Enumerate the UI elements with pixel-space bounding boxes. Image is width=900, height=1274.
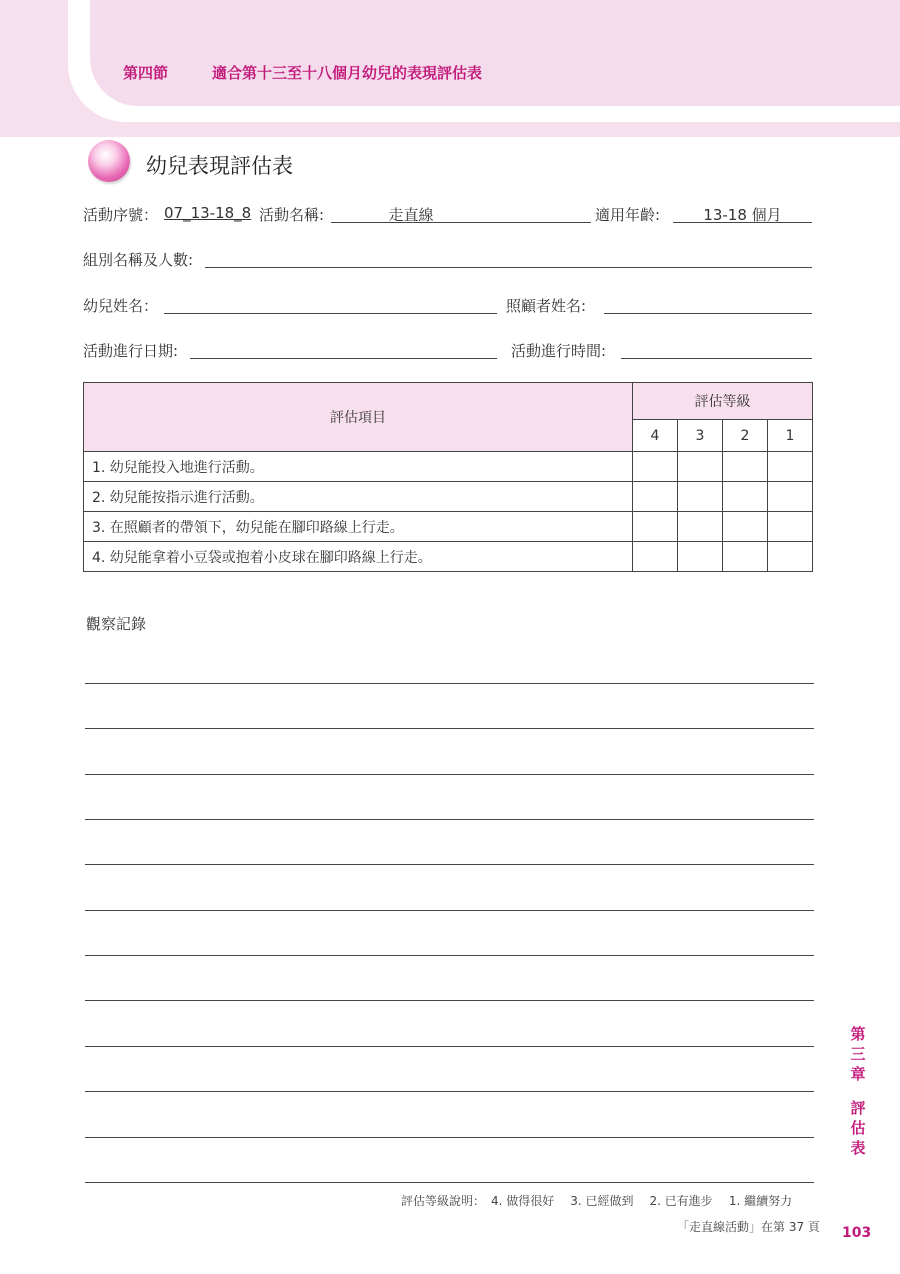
time-label: 活動進行時間:: [511, 342, 607, 360]
chapter-name-char: 評: [850, 1099, 866, 1117]
level-3-header: 3: [678, 420, 723, 452]
observation-line[interactable]: [85, 1091, 814, 1092]
rating-cell[interactable]: [678, 452, 723, 482]
group-label: 組別名稱及人數:: [83, 251, 194, 269]
observation-line[interactable]: [85, 728, 814, 729]
observation-line[interactable]: [85, 1182, 814, 1183]
legend-item: 4. 做得很好: [491, 1194, 555, 1208]
caregiver-label: 照顧者姓名:: [506, 297, 587, 315]
legend-label: 評估等級說明：: [401, 1194, 486, 1208]
row-item-text: 2. 幼兒能按指示進行活動。: [84, 482, 633, 512]
section-title: 適合第十三至十八個月幼兒的表現評估表: [212, 64, 483, 82]
observation-line[interactable]: [85, 774, 814, 775]
activity-no-label: 活動序號：: [83, 206, 159, 224]
legend-item: 2. 已有進步: [649, 1194, 713, 1208]
observation-title: 觀察記錄: [86, 615, 147, 633]
age-value: 13-18 個月: [703, 206, 782, 224]
form-title: 幼兒表現評估表: [146, 154, 293, 178]
pink-ball-icon: [88, 140, 130, 182]
rating-cell[interactable]: [768, 512, 813, 542]
rating-cell[interactable]: [678, 512, 723, 542]
page-number: 103: [842, 1225, 872, 1241]
group-field[interactable]: [205, 267, 812, 268]
rating-cell[interactable]: [723, 452, 768, 482]
level-2-header: 2: [723, 420, 768, 452]
age-label: 適用年齡:: [595, 206, 661, 224]
legend-item: 3. 已經做到: [570, 1194, 634, 1208]
chapter-char: 章: [850, 1065, 866, 1083]
rating-cell[interactable]: [678, 482, 723, 512]
evaluation-table: [83, 382, 813, 572]
observation-line[interactable]: [85, 1046, 814, 1047]
observation-line[interactable]: [85, 1137, 814, 1138]
activity-name-label: 活動名稱:: [259, 206, 325, 224]
level-1-header: 1: [768, 420, 813, 452]
observation-line[interactable]: [85, 1000, 814, 1001]
row-item-text: 3. 在照顧者的帶領下，幼兒能在腳印路線上行走。: [84, 512, 633, 542]
table-row: [84, 542, 813, 572]
time-field[interactable]: [621, 358, 812, 359]
caregiver-field[interactable]: [604, 313, 812, 314]
chapter-side-tab: [846, 1024, 870, 1158]
level-4-header: 4: [633, 420, 678, 452]
rating-cell[interactable]: [768, 542, 813, 572]
child-name-field[interactable]: [164, 313, 497, 314]
rating-cell[interactable]: [768, 482, 813, 512]
rating-cell[interactable]: [723, 512, 768, 542]
table-row: [84, 452, 813, 482]
legend-item: 1. 繼續努力: [728, 1194, 793, 1208]
activity-no-value: 07_13-18_8: [164, 204, 252, 222]
observation-line[interactable]: [85, 819, 814, 820]
child-name-label: 幼兒姓名：: [83, 297, 159, 315]
rating-cell[interactable]: [723, 542, 768, 572]
date-label: 活動進行日期:: [83, 342, 179, 360]
date-field[interactable]: [190, 358, 497, 359]
table-row: [84, 512, 813, 542]
rating-cell[interactable]: [633, 482, 678, 512]
row-item-text: 1. 幼兒能投入地進行活動。: [84, 452, 633, 482]
rating-cell[interactable]: [768, 452, 813, 482]
header-panel: [90, 0, 900, 106]
rating-cell[interactable]: [633, 512, 678, 542]
chapter-char: 第: [850, 1025, 866, 1043]
observation-line[interactable]: [85, 955, 814, 956]
table-header-level: 評估等級: [633, 383, 813, 420]
page-reference: 「走直線活動」在第 37 頁: [677, 1220, 820, 1234]
observation-line[interactable]: [85, 683, 814, 684]
section-label: 第四節: [123, 64, 169, 82]
rating-cell[interactable]: [678, 542, 723, 572]
rating-legend: [401, 1192, 792, 1209]
table-header-item: 評估項目: [84, 383, 633, 452]
observation-line[interactable]: [85, 910, 814, 911]
table-row: [84, 482, 813, 512]
row-item-text: 4. 幼兒能拿着小豆袋或抱着小皮球在腳印路線上行走。: [84, 542, 633, 572]
rating-cell[interactable]: [633, 542, 678, 572]
chapter-name-char: 估: [850, 1119, 866, 1137]
rating-cell[interactable]: [633, 452, 678, 482]
observation-line[interactable]: [85, 864, 814, 865]
chapter-char: 三: [850, 1045, 866, 1063]
rating-cell[interactable]: [723, 482, 768, 512]
activity-name-value: 走直線: [388, 206, 434, 224]
chapter-name-char: 表: [850, 1139, 866, 1157]
